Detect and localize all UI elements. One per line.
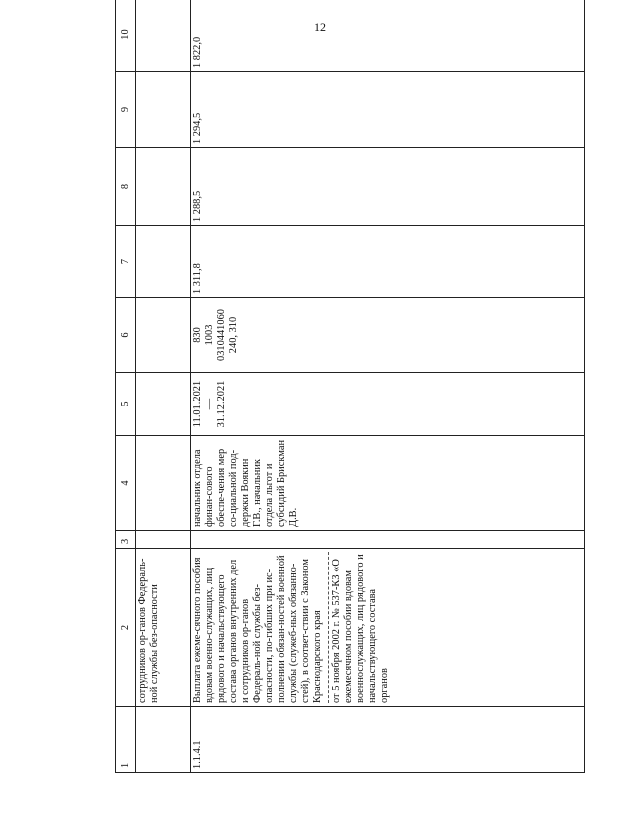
budget-code-a: 830 <box>192 327 203 343</box>
budget-code-b: 1003 <box>204 324 215 346</box>
continuation-row <box>136 0 191 773</box>
report-table <box>115 0 585 773</box>
header-col-6: 6 <box>116 298 136 373</box>
page-number: 12 <box>314 20 326 34</box>
report-table-container <box>115 29 585 773</box>
header-row <box>116 0 136 773</box>
header-col-2: 2 <box>116 549 136 707</box>
continuation-text: сотрудников ор-ганов Федераль-ной службы без-опасности <box>136 549 191 707</box>
row-value-col10: 1 822,0 <box>191 0 585 72</box>
header-col-4: 4 <box>116 436 136 531</box>
row-code: 1.1.4.1 <box>191 707 585 773</box>
row-value-col8: 1 288,5 <box>191 148 585 226</box>
header-col-7: 7 <box>116 226 136 298</box>
header-col-10: 10 <box>116 0 136 72</box>
row-description-continued: от 5 ноября 2002 г. № 537-КЗ «О ежемесячном пособии вдовам военнослужащих, лиц рядового и начальствующего состава органов <box>328 552 391 703</box>
budget-code-d: 240, 310 <box>228 316 239 354</box>
budget-code-c: 0310441060 <box>216 309 227 361</box>
header-col-1: 1 <box>116 707 136 773</box>
header-col-9: 9 <box>116 72 136 148</box>
row-description <box>191 549 585 707</box>
row-period: 11.01.2021 — 31.12.2021 <box>191 373 585 436</box>
row-description-main: Выплата ежеме-сячного пособия вдовам военно-служащих, лиц рядового и начальствующего состава органов внутренних дел и сотрудников ор-ганов Федераль-ной службы без-опасности, по-гибших при ис-полнении обязан-ностей военной службы (служеб-ных обязанно-стей), в соответ-ствии с Законом Краснодарского края <box>192 555 323 703</box>
row-value-col7: 1 311,8 <box>191 226 585 298</box>
header-col-8: 8 <box>116 148 136 226</box>
row-budget-codes <box>191 298 585 373</box>
table-row <box>191 0 585 773</box>
row-responsible: начальник отдела финан-сового обеспе-чения мер со-циальной под-держки Воякин Г.В., начальник отдела льгот и субсидий Брискман Д.В. <box>191 436 585 531</box>
rotated-table <box>115 29 585 773</box>
header-col-5: 5 <box>116 373 136 436</box>
header-col-3: 3 <box>116 531 136 549</box>
row-value-col9: 1 294,5 <box>191 72 585 148</box>
